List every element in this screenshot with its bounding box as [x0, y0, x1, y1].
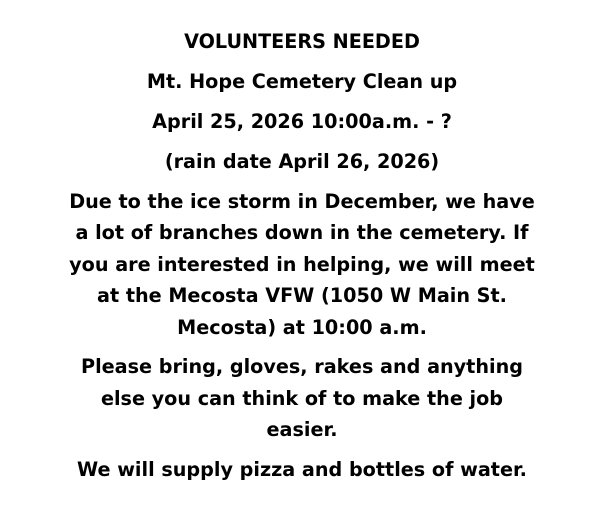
volunteer-flyer	[0, 26, 604, 485]
supplies-paragraph: Please bring, gloves, rakes and anything else you can think of to make the job easier.	[81, 355, 523, 441]
flyer-heading: VOLUNTEERS NEEDED	[184, 30, 420, 53]
event-title: Mt. Hope Cemetery Clean up	[146, 70, 458, 93]
details-paragraph: Due to the ice storm in December, we have a lot of branches down in the cemetery. If you are interested in helping, we will meet at the Mecosta VFW (1050 W Main St. Mecosta) at 10:00 a.m.	[69, 189, 535, 339]
event-datetime: April 25, 2026 10:00a.m. - ?	[152, 110, 452, 133]
refreshments-paragraph: We will supply pizza and bottles of water.	[77, 457, 527, 481]
rain-date: (rain date April 26, 2026)	[164, 150, 440, 173]
